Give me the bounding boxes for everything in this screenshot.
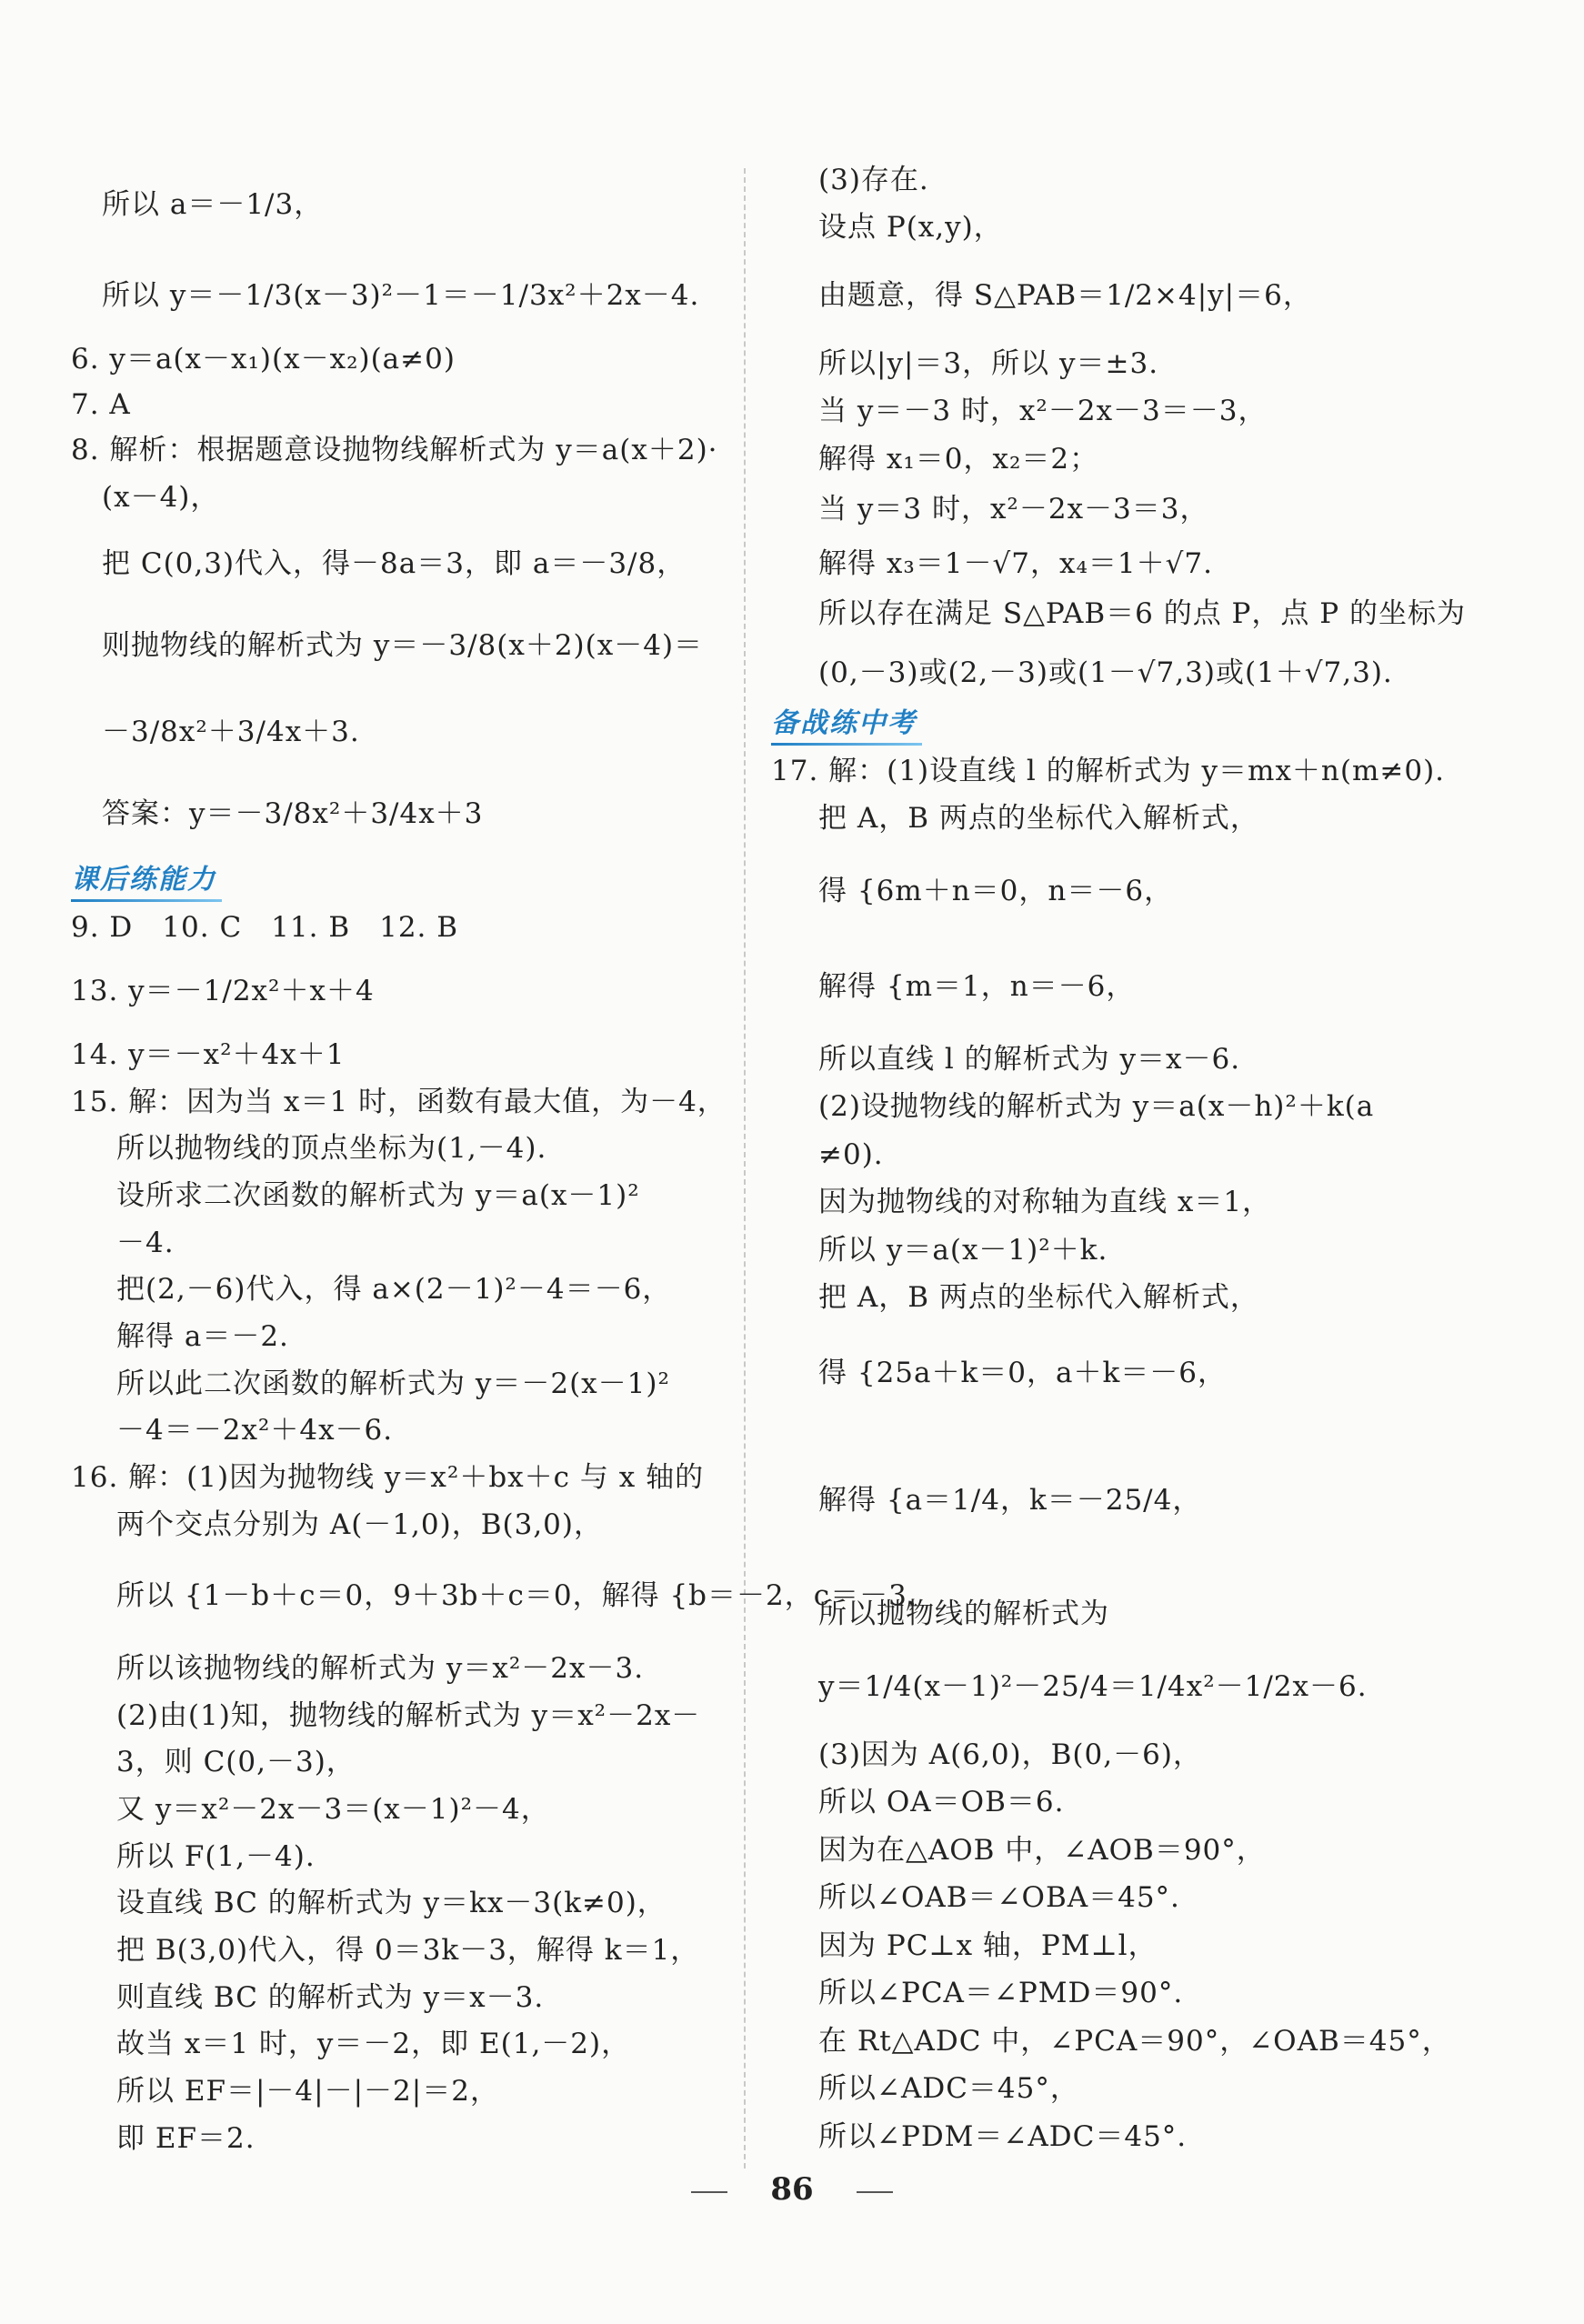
text-line: 又 y＝x²－2x－3＝(x－1)²－4， xyxy=(116,1793,550,1826)
text-line: 所以此二次函数的解析式为 y＝－2(x－1)² xyxy=(116,1367,670,1400)
text-line: 解得 x₁＝0，x₂＝2； xyxy=(818,443,1099,476)
text-line: (0,－3)或(2,－3)或(1－√7,3)或(1＋√7,3). xyxy=(818,656,1393,689)
text-line: 7. A xyxy=(71,388,131,421)
text-line: 所以存在满足 S△PAB＝6 的点 P，点 P 的坐标为 xyxy=(818,597,1466,630)
page-number: 86 xyxy=(770,2171,814,2208)
text-line: 把(2,－6)代入，得 a×(2－1)²－4＝－6， xyxy=(116,1273,672,1306)
column-divider xyxy=(744,168,746,2169)
text-line: 则抛物线的解析式为 y＝－3/8(x＋2)(x－4)＝ xyxy=(102,629,704,662)
text-line: 8. 解析：根据题意设抛物线解析式为 y＝a(x＋2)· xyxy=(71,434,718,466)
text-line: 所以 y＝－1/3(x－3)²－1＝－1/3x²＋2x－4. xyxy=(102,279,700,312)
text-line: 6. y＝a(x－x₁)(x－x₂)(a≠0) xyxy=(71,343,456,376)
text-line: 所以∠ADC＝45°， xyxy=(818,2072,1079,2105)
text-line: 解得 {m＝1，n＝－6， xyxy=(818,970,1136,1003)
text-line: 所以 OA＝OB＝6. xyxy=(818,1786,1065,1818)
text-line: 两个交点分别为 A(－1,0)，B(3,0)， xyxy=(116,1508,603,1541)
text-line: 所以直线 l 的解析式为 y＝x－6. xyxy=(818,1043,1241,1076)
text-line: 解得 x₃＝1－√7，x₄＝1＋√7. xyxy=(818,547,1213,580)
text-line: 所以 y＝a(x－1)²＋k. xyxy=(818,1234,1108,1267)
text-line: 得 {25a＋k＝0，a＋k＝－6， xyxy=(818,1357,1228,1389)
text-line: 所以∠OAB＝∠OBA＝45°. xyxy=(818,1881,1180,1914)
text-line: －4＝－2x²＋4x－6. xyxy=(116,1414,394,1447)
text-line: 设直线 BC 的解析式为 y＝kx－3(k≠0)， xyxy=(116,1887,667,1919)
text-line: 所以抛物线的解析式为 xyxy=(818,1598,1109,1630)
text-line: 所以 EF＝|－4|－|－2|＝2， xyxy=(116,2075,499,2108)
text-line: 把 C(0,3)代入，得－8a＝3，即 a＝－3/8， xyxy=(102,547,687,580)
text-line: 把 A，B 两点的坐标代入解析式， xyxy=(818,1281,1259,1314)
text-line: 由题意，得 S△PAB＝1/2×4|y|＝6， xyxy=(818,279,1312,312)
text-line: 在 Rt△ADC 中，∠PCA＝90°，∠OAB＝45°， xyxy=(818,2025,1451,2058)
text-line: y＝1/4(x－1)²－25/4＝1/4x²－1/2x－6. xyxy=(818,1670,1368,1703)
text-line: (3)因为 A(6,0)，B(0,－6)， xyxy=(818,1738,1202,1771)
text-line: 即 EF＝2. xyxy=(116,2122,256,2155)
text-line: 答案：y＝－3/8x²＋3/4x＋3 xyxy=(102,797,484,830)
text-line: 所以抛物线的顶点坐标为(1,－4). xyxy=(116,1132,547,1165)
text-line: －4. xyxy=(116,1227,175,1259)
text-line: 所以|y|＝3，所以 y＝±3. xyxy=(818,347,1159,380)
text-line: (3)存在. xyxy=(818,164,929,196)
text-line: 所以 a＝－1/3， xyxy=(102,188,324,221)
text-line: ≠0). xyxy=(818,1138,884,1171)
text-line: 所以 {1－b＋c＝0，9＋3b＋c＝0，解得 {b＝－2，c＝－3， xyxy=(116,1579,937,1612)
text-line: (2)设抛物线的解析式为 y＝a(x－h)²＋k(a xyxy=(818,1090,1375,1123)
text-line: 因为在△AOB 中，∠AOB＝90°， xyxy=(818,1834,1266,1867)
text-line: 所以 F(1,－4). xyxy=(116,1840,316,1873)
text-line: 所以该抛物线的解析式为 y＝x²－2x－3. xyxy=(116,1652,645,1685)
text-line: (x－4)， xyxy=(102,481,220,514)
section-heading-exam: 备战练中考 xyxy=(771,706,917,742)
text-line: 因为抛物线的对称轴为直线 x＝1， xyxy=(818,1186,1272,1218)
text-line: 所以∠PCA＝∠PMD＝90°. xyxy=(818,1977,1184,2009)
text-line: 故当 x＝1 时，y＝－2，即 E(1,－2)， xyxy=(116,2028,631,2060)
text-line: －3/8x²＋3/4x＋3. xyxy=(102,716,360,748)
text-line: 9. D 10. C 11. B 12. B xyxy=(71,911,459,944)
text-line: 设所求二次函数的解析式为 y＝a(x－1)² xyxy=(116,1179,640,1212)
text-line: 17. 解：(1)设直线 l 的解析式为 y＝mx＋n(m≠0). xyxy=(771,755,1446,787)
text-line: 设点 P(x,y)， xyxy=(818,211,1003,244)
text-line: 14. y＝－x²＋4x＋1 xyxy=(71,1038,346,1071)
text-line: 解得 a＝－2. xyxy=(116,1320,289,1353)
section-heading-practice: 课后练能力 xyxy=(71,862,216,898)
text-line: 15. 解：因为当 x＝1 时，函数有最大值，为－4， xyxy=(71,1086,727,1118)
text-line: 16. 解：(1)因为抛物线 y＝x²＋bx＋c 与 x 轴的 xyxy=(71,1461,705,1494)
page-number-rule-right xyxy=(857,2191,893,2193)
text-line: 当 y＝3 时，x²－2x－3＝3， xyxy=(818,493,1209,526)
text-line: 把 B(3,0)代入，得 0＝3k－3，解得 k＝1， xyxy=(116,1934,700,1967)
text-line: 把 A，B 两点的坐标代入解析式， xyxy=(818,802,1259,835)
text-line: (2)由(1)知，抛物线的解析式为 y＝x²－2x－ xyxy=(116,1699,701,1732)
text-line: 因为 PC⊥x 轴，PM⊥l， xyxy=(818,1929,1158,1962)
text-line: 得 {6m＋n＝0，n＝－6， xyxy=(818,875,1174,907)
text-line: 所以∠PDM＝∠ADC＝45°. xyxy=(818,2120,1188,2153)
text-line: 当 y＝－3 时，x²－2x－3＝－3， xyxy=(818,395,1268,427)
text-line: 则直线 BC 的解析式为 y＝x－3. xyxy=(116,1981,545,2014)
text-line: 13. y＝－1/2x²＋x＋4 xyxy=(71,975,375,1007)
text-line: 3，则 C(0,－3)， xyxy=(116,1746,356,1778)
text-line: 解得 {a＝1/4，k＝－25/4， xyxy=(818,1484,1202,1517)
